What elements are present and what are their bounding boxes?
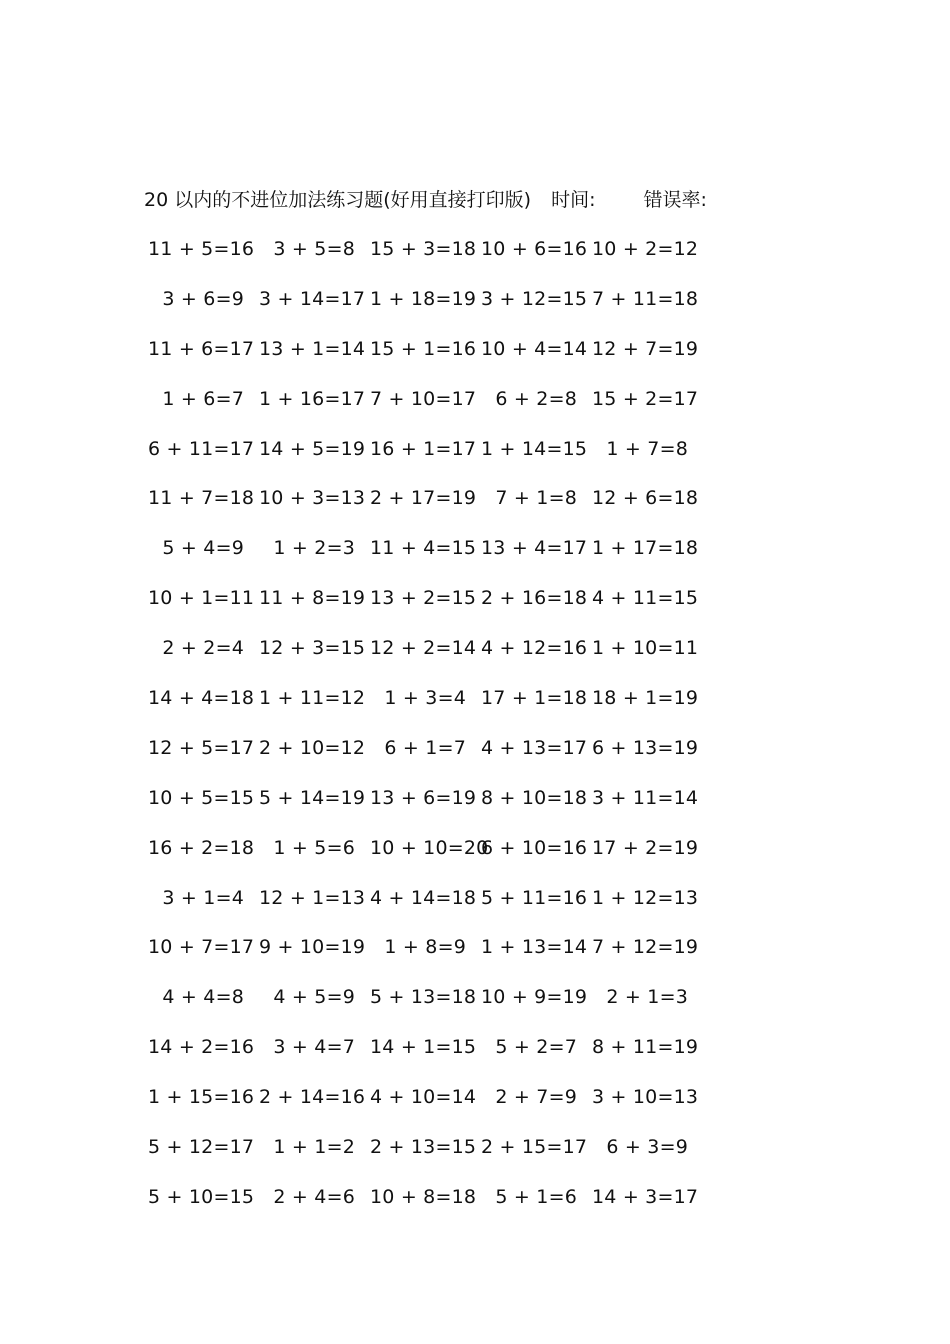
equation: 10 + 4=14 bbox=[481, 337, 588, 360]
equation: 7 + 11=18 bbox=[592, 287, 699, 310]
equation: 7 + 10=17 bbox=[370, 387, 477, 410]
equation: 2 + 4=6 bbox=[273, 1185, 355, 1208]
equation: 12 + 1=13 bbox=[259, 886, 366, 909]
equation: 2 + 2=4 bbox=[162, 637, 244, 660]
equation: 16 + 2=18 bbox=[148, 836, 255, 859]
equation: 10 + 10=20 bbox=[370, 836, 489, 859]
equation: 1 + 6=7 bbox=[162, 387, 244, 410]
equation: 8 + 10=18 bbox=[481, 786, 588, 809]
problem-row bbox=[148, 1082, 708, 1132]
equation: 11 + 6=17 bbox=[148, 337, 255, 360]
equation: 1 + 15=16 bbox=[148, 1086, 255, 1109]
equation: 5 + 13=18 bbox=[370, 986, 477, 1009]
problem-row bbox=[148, 683, 708, 733]
worksheet-title: 20 以内的不进位加法练习题(好用直接打印版) bbox=[144, 189, 532, 211]
equation: 1 + 14=15 bbox=[481, 437, 588, 460]
equation: 10 + 2=12 bbox=[592, 238, 699, 260]
equation: 3 + 14=17 bbox=[259, 287, 366, 310]
worksheet-header bbox=[144, 186, 707, 214]
equation: 6 + 1=7 bbox=[384, 736, 466, 759]
problem-row bbox=[148, 633, 708, 683]
equation: 15 + 2=17 bbox=[592, 387, 699, 410]
equation: 4 + 5=9 bbox=[273, 986, 355, 1009]
equation: 1 + 3=4 bbox=[384, 687, 466, 710]
equation: 10 + 6=16 bbox=[481, 238, 588, 260]
equation: 14 + 1=15 bbox=[370, 1036, 477, 1059]
problem-grid bbox=[148, 234, 708, 1232]
equation: 14 + 2=16 bbox=[148, 1036, 255, 1059]
problem-row bbox=[148, 334, 708, 384]
problem-row bbox=[148, 883, 708, 933]
equation: 11 + 4=15 bbox=[370, 537, 477, 560]
equation: 16 + 1=17 bbox=[370, 437, 477, 460]
equation: 13 + 4=17 bbox=[481, 537, 588, 560]
equation: 1 + 10=11 bbox=[592, 637, 699, 660]
equation: 1 + 18=19 bbox=[370, 287, 477, 310]
equation: 15 + 1=16 bbox=[370, 337, 477, 360]
problem-row bbox=[148, 1032, 708, 1082]
equation: 8 + 11=19 bbox=[592, 1036, 699, 1059]
equation: 6 + 13=19 bbox=[592, 736, 699, 759]
equation: 1 + 1=2 bbox=[273, 1136, 355, 1159]
problem-row bbox=[148, 284, 708, 334]
equation: 11 + 5=16 bbox=[148, 238, 255, 260]
problem-row bbox=[148, 982, 708, 1032]
problem-row bbox=[148, 384, 708, 434]
equation: 4 + 11=15 bbox=[592, 587, 699, 610]
equation: 4 + 12=16 bbox=[481, 637, 588, 660]
equation: 12 + 6=18 bbox=[592, 487, 699, 510]
time-label: 时间: bbox=[551, 189, 596, 211]
problem-row bbox=[148, 1182, 708, 1232]
equation: 2 + 15=17 bbox=[481, 1136, 588, 1159]
equation: 1 + 16=17 bbox=[259, 387, 366, 410]
equation: 1 + 11=12 bbox=[259, 687, 366, 710]
equation: 5 + 10=15 bbox=[148, 1185, 255, 1208]
problem-row bbox=[148, 234, 708, 284]
equation: 5 + 12=17 bbox=[148, 1136, 255, 1159]
error-rate-label: 错误率: bbox=[643, 189, 707, 211]
problem-row bbox=[148, 434, 708, 484]
equation: 12 + 5=17 bbox=[148, 736, 255, 759]
equation: 11 + 8=19 bbox=[259, 587, 366, 610]
equation: 4 + 10=14 bbox=[370, 1086, 477, 1109]
equation: 11 + 7=18 bbox=[148, 487, 255, 510]
equation: 2 + 14=16 bbox=[259, 1086, 366, 1109]
equation: 4 + 14=18 bbox=[370, 886, 477, 909]
equation: 13 + 1=14 bbox=[259, 337, 366, 360]
equation: 12 + 2=14 bbox=[370, 637, 477, 660]
equation: 1 + 12=13 bbox=[592, 886, 699, 909]
equation: 2 + 17=19 bbox=[370, 487, 477, 510]
equation: 2 + 16=18 bbox=[481, 587, 588, 610]
equation: 6 + 3=9 bbox=[606, 1136, 688, 1159]
equation: 1 + 7=8 bbox=[606, 437, 688, 460]
equation: 2 + 1=3 bbox=[606, 986, 688, 1009]
equation: 18 + 1=19 bbox=[592, 687, 699, 710]
problem-row bbox=[148, 583, 708, 633]
equation: 4 + 13=17 bbox=[481, 736, 588, 759]
problem-row bbox=[148, 783, 708, 833]
equation: 14 + 4=18 bbox=[148, 687, 255, 710]
equation: 6 + 2=8 bbox=[495, 387, 577, 410]
equation: 10 + 1=11 bbox=[148, 587, 255, 610]
problem-row bbox=[148, 932, 708, 982]
equation: 3 + 10=13 bbox=[592, 1086, 699, 1109]
equation: 3 + 12=15 bbox=[481, 287, 588, 310]
equation: 3 + 6=9 bbox=[162, 287, 244, 310]
equation: 5 + 11=16 bbox=[481, 886, 588, 909]
equation: 12 + 7=19 bbox=[592, 337, 699, 360]
problem-row bbox=[148, 1132, 708, 1182]
problem-row bbox=[148, 733, 708, 783]
equation: 13 + 6=19 bbox=[370, 786, 477, 809]
problem-row bbox=[148, 533, 708, 583]
equation: 10 + 9=19 bbox=[481, 986, 588, 1009]
equation: 17 + 1=18 bbox=[481, 687, 588, 710]
equation: 6 + 10=16 bbox=[481, 836, 588, 859]
equation: 3 + 11=14 bbox=[592, 786, 699, 809]
equation: 3 + 1=4 bbox=[162, 886, 244, 909]
equation: 10 + 5=15 bbox=[148, 786, 255, 809]
equation: 12 + 3=15 bbox=[259, 637, 366, 660]
equation: 6 + 11=17 bbox=[148, 437, 255, 460]
equation: 4 + 4=8 bbox=[162, 986, 244, 1009]
equation: 1 + 13=14 bbox=[481, 936, 588, 959]
equation: 10 + 3=13 bbox=[259, 487, 366, 510]
equation: 1 + 17=18 bbox=[592, 537, 699, 560]
equation: 10 + 7=17 bbox=[148, 936, 255, 959]
equation: 13 + 2=15 bbox=[370, 587, 477, 610]
equation: 1 + 8=9 bbox=[384, 936, 466, 959]
problem-row bbox=[148, 483, 708, 533]
equation: 5 + 14=19 bbox=[259, 786, 366, 809]
equation: 2 + 10=12 bbox=[259, 736, 366, 759]
equation: 7 + 1=8 bbox=[495, 487, 577, 510]
equation: 5 + 2=7 bbox=[495, 1036, 577, 1059]
equation: 1 + 2=3 bbox=[273, 537, 355, 560]
equation: 10 + 8=18 bbox=[370, 1185, 477, 1208]
equation: 7 + 12=19 bbox=[592, 936, 699, 959]
equation: 3 + 4=7 bbox=[273, 1036, 355, 1059]
equation: 14 + 5=19 bbox=[259, 437, 366, 460]
problem-row bbox=[148, 833, 708, 883]
equation: 2 + 7=9 bbox=[495, 1086, 577, 1109]
equation: 5 + 4=9 bbox=[162, 537, 244, 560]
equation: 1 + 5=6 bbox=[273, 836, 355, 859]
equation: 14 + 3=17 bbox=[592, 1185, 699, 1208]
equation: 9 + 10=19 bbox=[259, 936, 366, 959]
equation: 15 + 3=18 bbox=[370, 238, 477, 260]
equation: 3 + 5=8 bbox=[273, 238, 355, 260]
equation: 5 + 1=6 bbox=[495, 1185, 577, 1208]
equation: 17 + 2=19 bbox=[592, 836, 699, 859]
equation: 2 + 13=15 bbox=[370, 1136, 477, 1159]
